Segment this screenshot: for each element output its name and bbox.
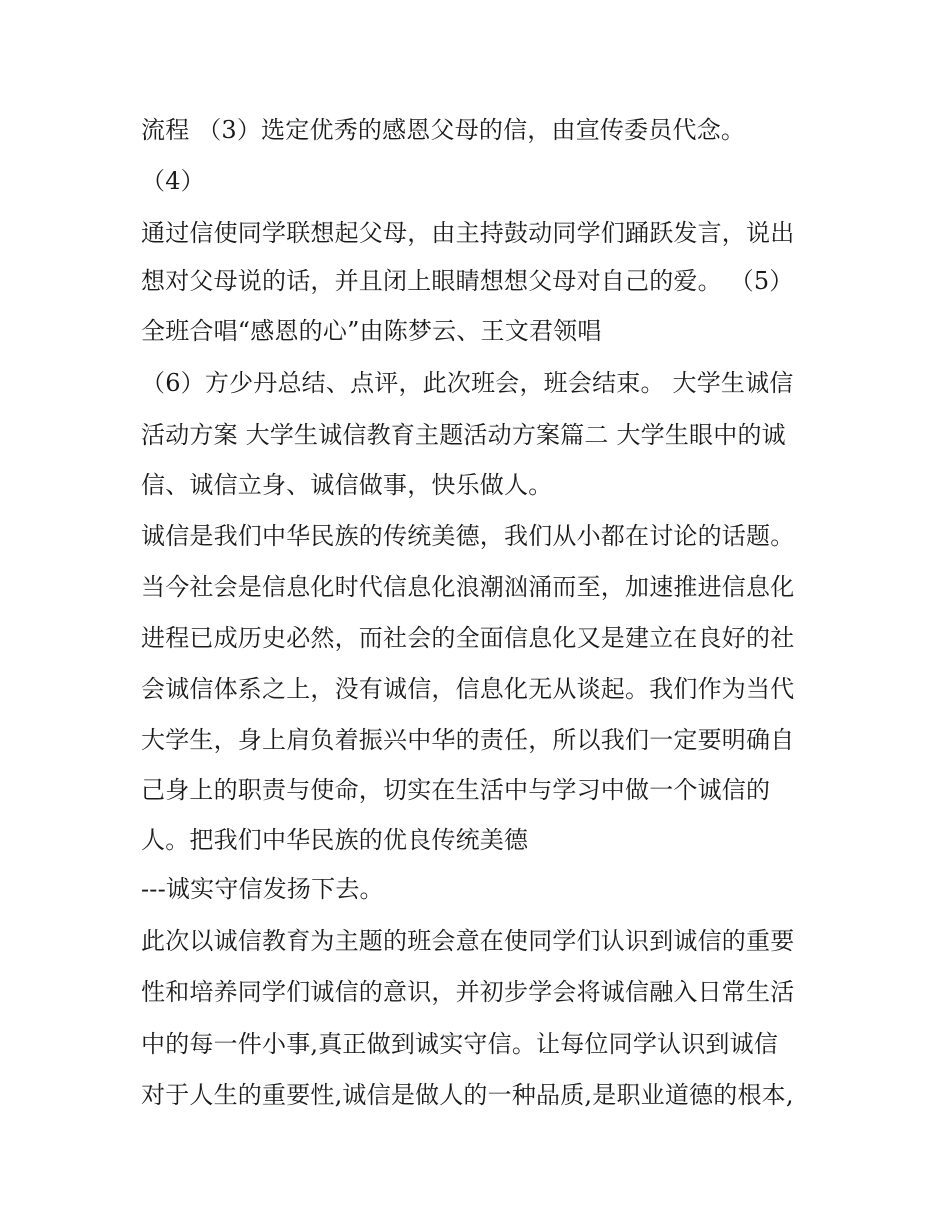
text-line: 信、诚信立身、诚信做事，快乐做人。 <box>141 471 553 499</box>
text-line: 全班合唱“感恩的心”由陈梦云、王文君领唱 <box>141 317 602 345</box>
text-line: 当今社会是信息化时代信息化浪潮汹涌而至，加速推进信息化 <box>141 573 795 601</box>
text-line: （6）方少丹总结、点评，此次班会，班会结束。 大学生诚信 <box>141 369 794 397</box>
text-line: 进程已成历史必然，而社会的全面信息化又是建立在良好的社 <box>141 624 795 652</box>
text-line: 性和培养同学们诚信的意识，并初步学会将诚信融入日常生活 <box>141 978 795 1006</box>
text-line: （4） <box>141 167 205 195</box>
text-line: 通过信使同学联想起父母，由主持鼓动同学们踊跃发言，说出 <box>141 219 795 247</box>
text-line: ---诚实守信发扬下去。 <box>141 875 384 903</box>
text-line: 诚信是我们中华民族的传统美德，我们从小都在讨论的话题。 <box>141 522 795 550</box>
text-line: 活动方案 大学生诚信教育主题活动方案篇二 大学生眼中的诚 <box>141 421 786 449</box>
text-line: 己身上的职责与使命，切实在生活中与学习中做一个诚信的 <box>141 776 771 804</box>
text-line: 对于人生的重要性,诚信是做人的一种品质,是职业道德的根本, <box>141 1081 794 1109</box>
text-line: 此次以诚信教育为主题的班会意在使同学们认识到诚信的重要 <box>141 927 795 955</box>
text-line: 中的每一件小事,真正做到诚实守信。让每位同学认识到诚信 <box>141 1030 779 1058</box>
text-line: 会诚信体系之上，没有诚信，信息化无从谈起。我们作为当代 <box>141 675 795 703</box>
text-line: 想对父母说的话，并且闭上眼睛想想父母对自己的爱。 （5） <box>141 267 794 295</box>
text-line: 大学生，身上肩负着振兴中华的责任，所以我们一定要明确自 <box>141 726 795 754</box>
text-line: 流程 （3）选定优秀的感恩父母的信，由宣传委员代念。 <box>141 116 746 144</box>
text-line: 人。把我们中华民族的优良传统美德 <box>141 826 529 854</box>
